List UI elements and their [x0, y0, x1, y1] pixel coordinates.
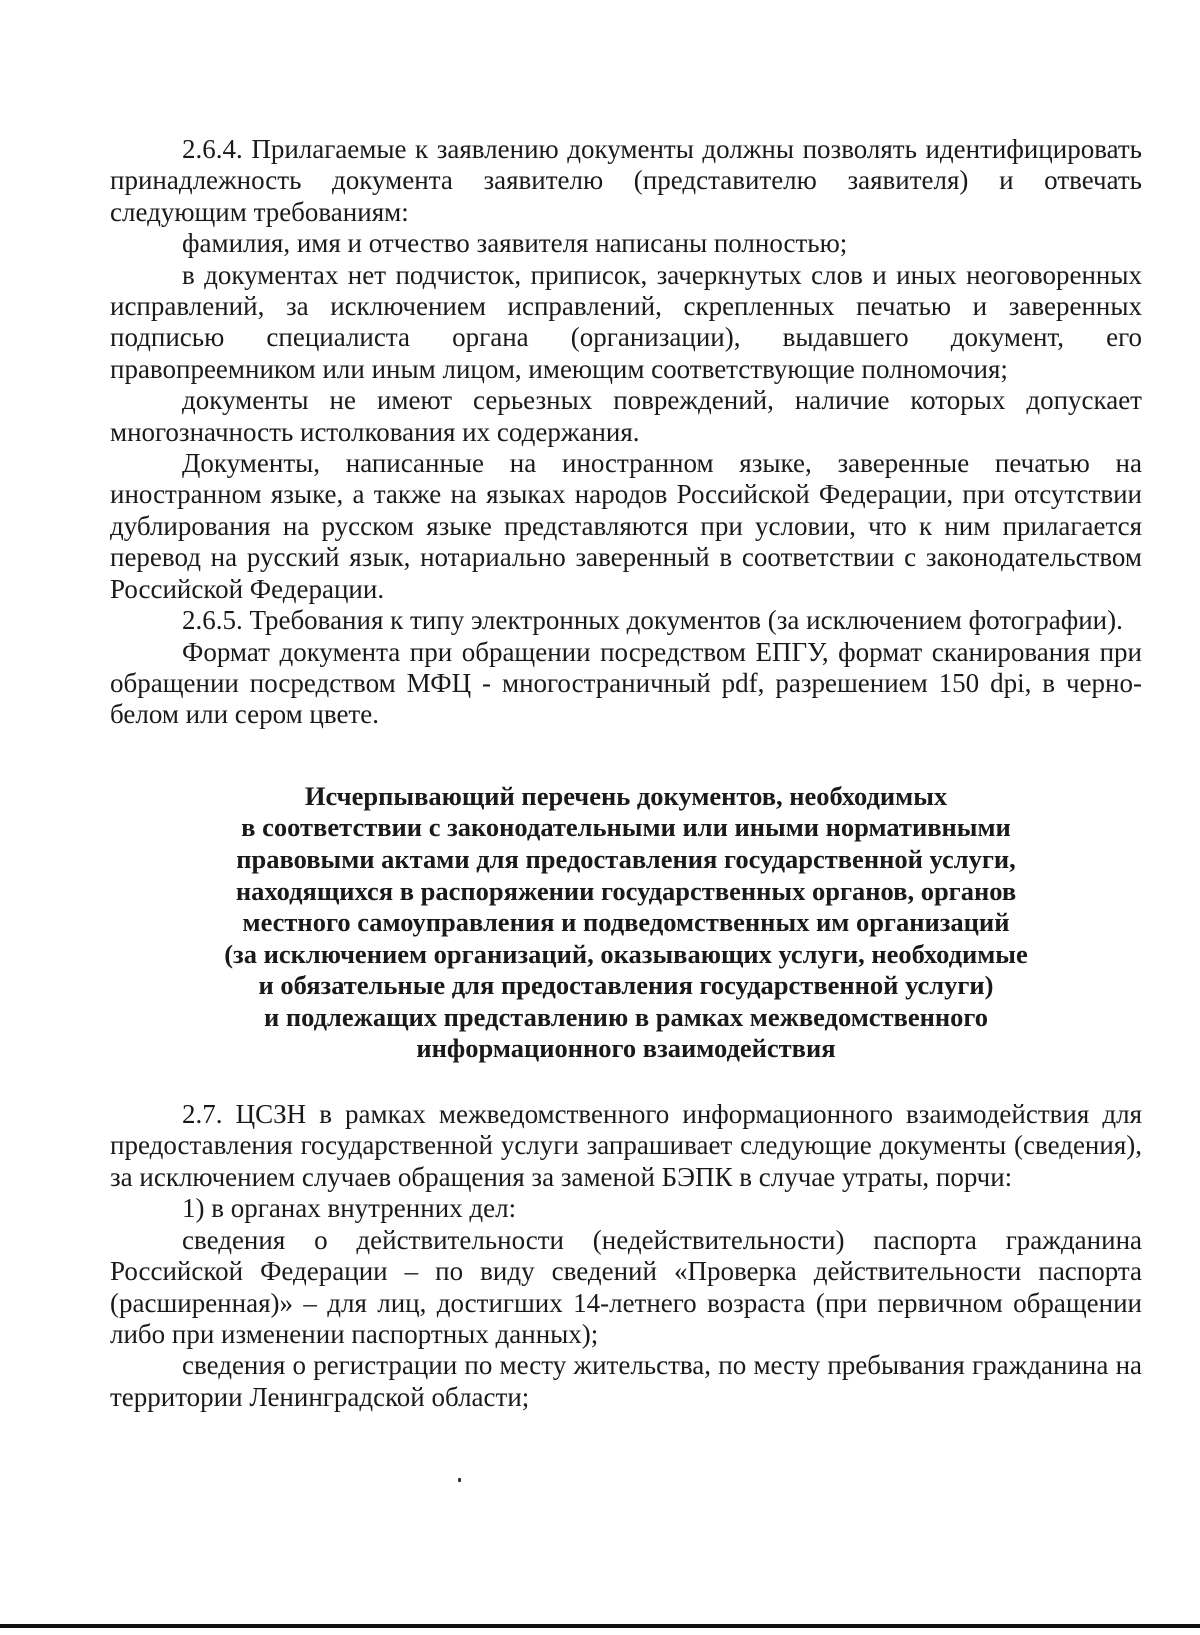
heading-line: Исчерпывающий перечень документов, необходимых — [304, 780, 948, 811]
paragraph-requirement-fio: фамилия, имя и отчество заявителя написаны полностью; — [182, 228, 848, 259]
heading-line: и обязательные для предоставления государственной услуги) — [258, 970, 994, 1001]
paragraph-format: Формат документа при обращении посредством ЕПГУ, формат сканирования при обращении посредством МФЦ - многостраничный pdf, разрешением 150 dpi, в черно-белом или сером цвете. — [110, 636, 1142, 730]
document-body — [110, 134, 1142, 1413]
heading-line: и подлежащих представлению в рамках межведомственного — [263, 1001, 989, 1032]
scan-bottom-edge — [0, 1624, 1200, 1628]
heading-line: информационного взаимодействия — [416, 1033, 836, 1064]
paragraph-registration: сведения о регистрации по месту жительства, по месту пребывания гражданина на территории Ленинградской области; — [110, 1350, 1142, 1412]
paragraph-2-6-4: 2.6.4. Прилагаемые к заявлению документы должны позволять идентифицировать принадлежность документа заявителю (представителю заявителя) и отвечать следующим требованиям: — [110, 134, 1142, 227]
paragraph-2-7: 2.7. ЦСЗН в рамках межведомственного информационного взаимодействия для предоставления государственной услуги запрашивает следующие документы (сведения), за исключением случаев обращения за заменой БЭПК в случае утраты, порчи: — [110, 1099, 1142, 1192]
paragraph-requirement-corrections: в документах нет подчисток, приписок, зачеркнутых слов и иных неоговоренных исправлений, за исключением исправлений, скрепленных печатью и заверенных подписью специалиста органа (организации), выдавшего документ, его правопреемником или иным лицом, имеющим соответствующие полномочия; — [110, 259, 1142, 384]
paragraph-foreign-documents: Документы, написанные на иностранном языке, заверенные печатью на иностранном языке, а также на языках народов Российской Федерации, при отсутствии дублирования на русском языке представляются при условии, что к ним прилагается перевод на русский язык, нотариально заверенный в соответствии с законодательством Российской Федерации. — [110, 448, 1142, 604]
paragraph-internal-affairs: 1) в органах внутренних дел: — [182, 1193, 517, 1224]
scan-speck — [458, 1478, 461, 1482]
heading-line: местного самоуправления и подведомственных им организаций — [242, 907, 1010, 938]
paragraph-passport-validity: сведения о действительности (недействительности) паспорта гражданина Российской Федерации – по виду сведений «Проверка действительности паспорта (расширенная)» – для лиц, достигших 14-летнего возраста (при первичном обращении либо при изменении паспортных данных); — [110, 1224, 1142, 1349]
paragraph-2-6-5: 2.6.5. Требования к типу электронных документов (за исключением фотографии). — [182, 605, 1123, 636]
heading-line: правовыми актами для предоставления государственной услуги, — [236, 843, 1016, 874]
paragraph-requirement-damage: документы не имеют серьезных повреждений, наличие которых допускает многозначность истолкования их содержания. — [110, 385, 1142, 447]
heading-line: (за исключением организаций, оказывающих услуги, необходимые — [224, 938, 1028, 969]
section-heading — [110, 781, 1142, 1065]
heading-line: находящихся в распоряжении государственных органов, органов — [235, 875, 1017, 906]
heading-line: в соответствии с законодательными или иными нормативными — [241, 812, 1011, 843]
